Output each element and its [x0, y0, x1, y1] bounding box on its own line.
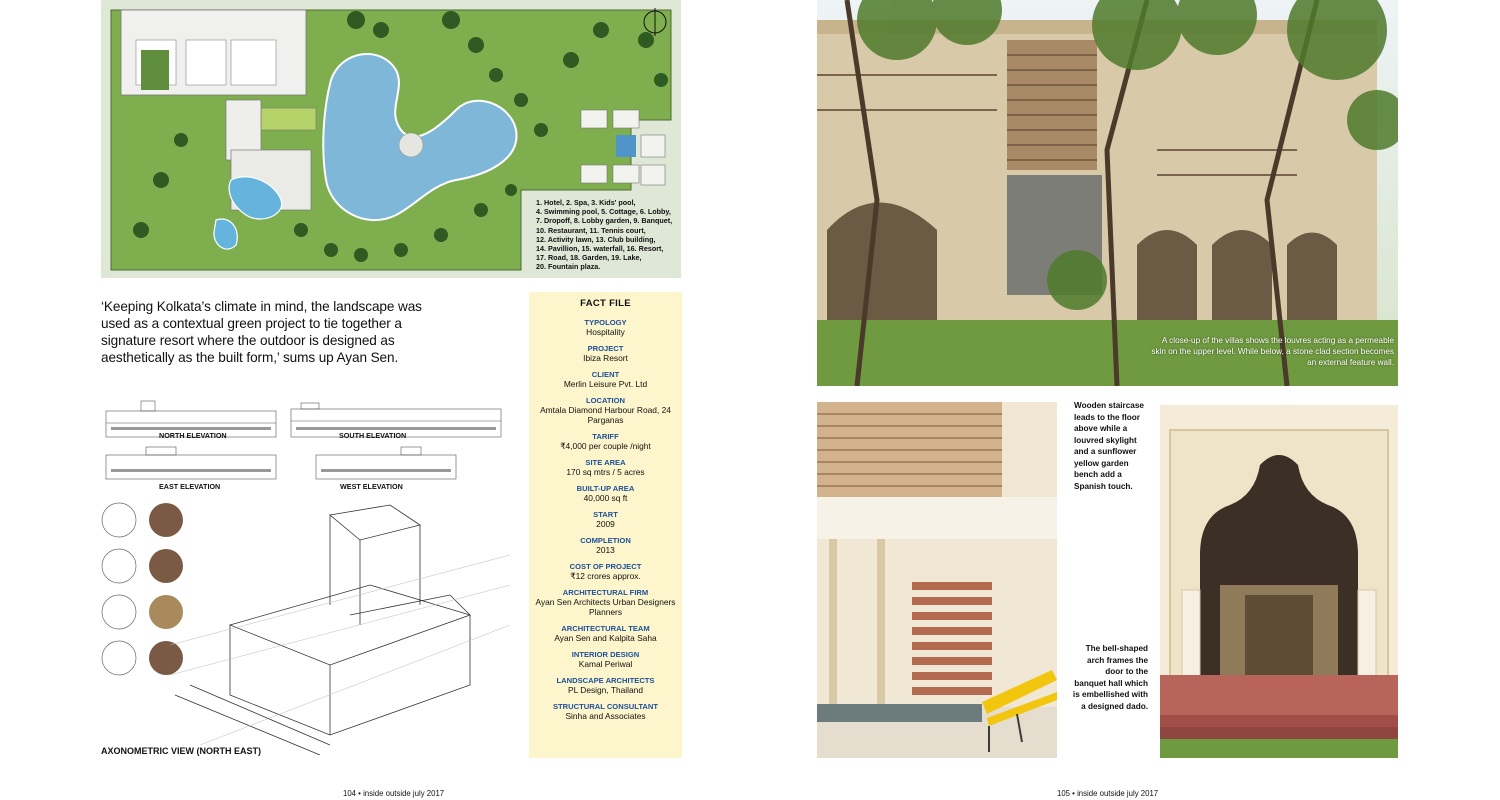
fact-item	[529, 588, 682, 617]
legend-line: 17. Road, 18. Garden, 19. Lake,	[536, 253, 642, 263]
fact-value: Kamal Periwal	[578, 659, 633, 669]
elevation-drawings	[101, 385, 511, 495]
fact-value: 2013	[596, 545, 615, 555]
fact-value: ₹4,000 per couple /night	[560, 441, 651, 451]
fact-item	[529, 562, 682, 581]
fact-item	[529, 676, 682, 695]
fact-label: STRUCTURAL CONSULTANT	[552, 702, 659, 711]
fact-item	[529, 344, 682, 363]
fact-label: INTERIOR DESIGN	[571, 650, 640, 659]
arch-photo	[1160, 405, 1398, 758]
elevation-sketches	[101, 393, 511, 493]
fact-value: Ibiza Resort	[583, 353, 628, 363]
fact-item	[529, 536, 682, 555]
page-footer-left: 104 • inside outside july 2017	[343, 789, 445, 798]
fact-value: Ayan Sen Architects Urban Designers Planners	[535, 597, 676, 617]
fact-value: Merlin Leisure Pvt. Ltd	[563, 379, 648, 389]
east-elevation-label: EAST ELEVATION	[159, 482, 221, 491]
fact-label: COMPLETION	[580, 536, 631, 545]
fact-label: COST OF PROJECT	[569, 562, 642, 571]
fact-item	[529, 510, 682, 529]
fact-value: ₹12 crores approx.	[570, 571, 641, 581]
fact-item	[529, 624, 682, 643]
legend-line: 10. Restaurant, 11. Tennis court,	[536, 225, 646, 235]
villa-photo-image	[817, 0, 1398, 386]
staircase-photo-image	[817, 402, 1057, 758]
fact-label: TARIFF	[592, 432, 619, 441]
villa-photo-caption: A close-up of the villas shows the louvres acting as a permeable skin on the upper level. While below, a stone clad section becomes an external feature wall.	[1151, 336, 1394, 367]
fact-file	[529, 292, 682, 758]
fact-value: Sinha and Associates	[565, 711, 646, 721]
axonometric-drawing	[170, 495, 520, 755]
axonometric-sketch	[170, 495, 520, 755]
legend-line: 14. Pavillion, 15. waterfall, 16. Resort,	[536, 244, 664, 254]
fact-item	[529, 396, 682, 425]
fact-value: 2009	[596, 519, 615, 529]
pull-quote: ‘Keeping Kolkata’s climate in mind, the landscape was used as a contextual green project to tie together a signature resort where the outdoor is designed as aesthetically as the built form,’ sums up Ayan Sen.	[101, 299, 422, 365]
fact-item	[529, 650, 682, 669]
arch-photo-image	[1160, 405, 1398, 758]
fact-label: PROJECT	[587, 344, 624, 353]
fact-item	[529, 702, 682, 721]
legend-line: 1. Hotel, 2. Spa, 3. Kids' pool,	[536, 198, 636, 207]
fact-label: TYPOLOGY	[584, 318, 627, 327]
fact-item	[529, 432, 682, 451]
villa-photo	[817, 0, 1398, 386]
staircase-caption: Wooden staircase leads to the floor above while a louvred skylight and a sunflower yellow garden bench add a Spanish touch.	[1074, 401, 1144, 491]
south-elevation-label: SOUTH ELEVATION	[339, 431, 407, 440]
staircase-photo	[817, 402, 1057, 758]
fact-value: 170 sq mtrs / 5 acres	[566, 467, 645, 477]
fact-label: CLIENT	[591, 370, 620, 379]
fact-item	[529, 318, 682, 337]
fact-value: Hospitality	[586, 327, 625, 337]
legend-line: 12. Activity lawn, 13. Club building,	[536, 234, 656, 244]
legend-line: 20. Fountain plaza.	[536, 262, 601, 272]
north-elevation-label: NORTH ELEVATION	[159, 431, 227, 440]
page-footer-right: 105 • inside outside july 2017	[1057, 789, 1159, 798]
fact-label: BUILT-UP AREA	[576, 484, 635, 493]
arch-caption: The bell-shaped arch frames the door to the banquet hall which is embellished with a designed dado.	[1072, 644, 1148, 711]
legend-line: 4. Swimming pool, 5. Cottage, 6. Lobby,	[536, 207, 671, 217]
fact-label: LANDSCAPE ARCHITECTS	[556, 676, 655, 685]
fact-label: SITE AREA	[585, 458, 626, 467]
fact-item	[529, 484, 682, 503]
fact-value: 40,000 sq ft	[583, 493, 628, 503]
fact-label: LOCATION	[585, 396, 626, 405]
fact-value: Ayan Sen and Kalpita Saha	[554, 633, 657, 643]
legend-line: 7. Dropoff, 8. Lobby garden, 9. Banquet,	[536, 216, 673, 226]
fact-value: PL Design, Thailand	[568, 685, 643, 695]
axonometric-title: AXONOMETRIC VIEW (NORTH EAST)	[101, 746, 261, 756]
fact-item	[529, 370, 682, 389]
fact-file-title: FACT FILE	[580, 298, 631, 309]
west-elevation-label: WEST ELEVATION	[340, 482, 403, 491]
fact-label: ARCHITECTURAL FIRM	[562, 588, 649, 597]
fact-item	[529, 458, 682, 477]
site-plan-legend	[536, 198, 686, 272]
fact-value: Amtala Diamond Harbour Road, 24 Parganas	[540, 405, 671, 425]
fact-label: ARCHITECTURAL TEAM	[561, 624, 650, 633]
fact-label: START	[593, 510, 618, 519]
